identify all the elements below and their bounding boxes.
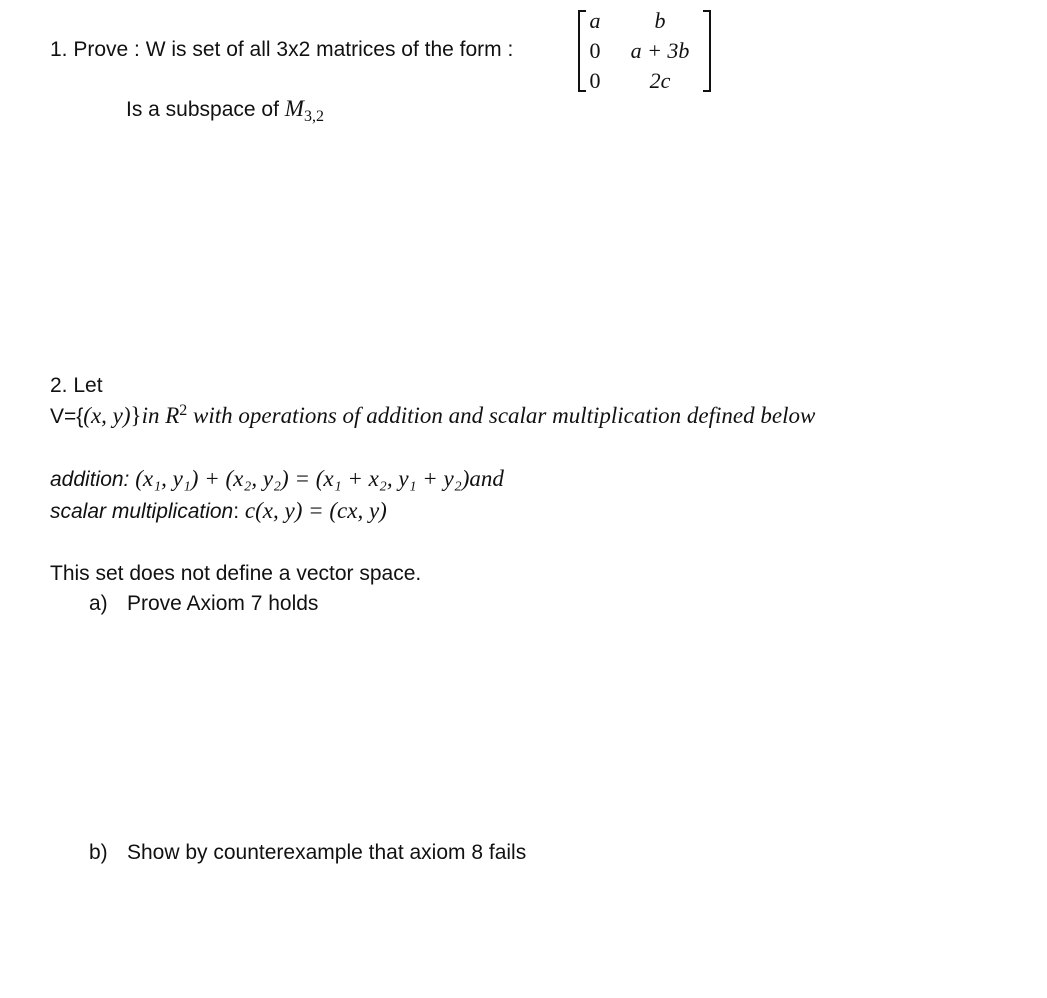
q1-subspace-symbol: M bbox=[284, 96, 304, 121]
q2-part-b-text: Show by counterexample that axiom 8 fails bbox=[127, 841, 527, 864]
q1-subspace-text: Is a subspace of bbox=[126, 98, 285, 121]
q2-scalar-label: scalar multiplication bbox=[50, 500, 234, 523]
matrix-cell-r2c1: 2c bbox=[649, 68, 671, 93]
q2-label: 2. Let bbox=[50, 374, 103, 397]
q2-set-sup: 2 bbox=[179, 402, 188, 419]
matrix-cell-r2c0: 0 bbox=[589, 68, 601, 93]
q2-set-prefix: V={ bbox=[50, 405, 84, 428]
matrix-cell-r0c0: a bbox=[589, 8, 601, 33]
matrix-right-bracket bbox=[703, 10, 711, 92]
matrix bbox=[578, 8, 711, 94]
q2-addition-line bbox=[50, 466, 504, 492]
q1-prompt: 1. Prove : W is set of all 3x2 matrices of the form : bbox=[50, 38, 514, 61]
q2-set-in: in R bbox=[141, 403, 180, 428]
q2-addition-formula: (x₁, y₁) + (x₂, y₂) = (x₁ + x₂, y₁ + y₂)and bbox=[135, 466, 504, 491]
matrix-cell-r1c1: a + 3b bbox=[630, 38, 690, 63]
q2-scalar-line bbox=[50, 498, 387, 524]
q2-scalar-formula: c(x, y) = (cx, y) bbox=[244, 498, 387, 523]
matrix-cell-r0c1: b bbox=[654, 8, 666, 33]
q1-subspace-line bbox=[126, 96, 324, 126]
matrix-cell-r1c0: 0 bbox=[589, 38, 601, 63]
q2-set-pair: (x, y) bbox=[83, 403, 131, 428]
q2-part-a-marker: a) bbox=[89, 592, 108, 615]
q2-addition-label: addition: bbox=[50, 468, 136, 491]
q2-set-rest: with operations of addition and scalar multiplication defined below bbox=[187, 403, 816, 428]
q2-part-b-marker: b) bbox=[89, 841, 108, 864]
q2-scalar-colon: : bbox=[233, 500, 245, 523]
q2-statement: This set does not define a vector space. bbox=[50, 562, 422, 585]
q2-part-a-text: Prove Axiom 7 holds bbox=[127, 592, 319, 615]
q2-set-line bbox=[50, 403, 815, 429]
q1-subspace-sub: 3,2 bbox=[303, 108, 324, 126]
q2-set-close: } bbox=[130, 403, 142, 428]
